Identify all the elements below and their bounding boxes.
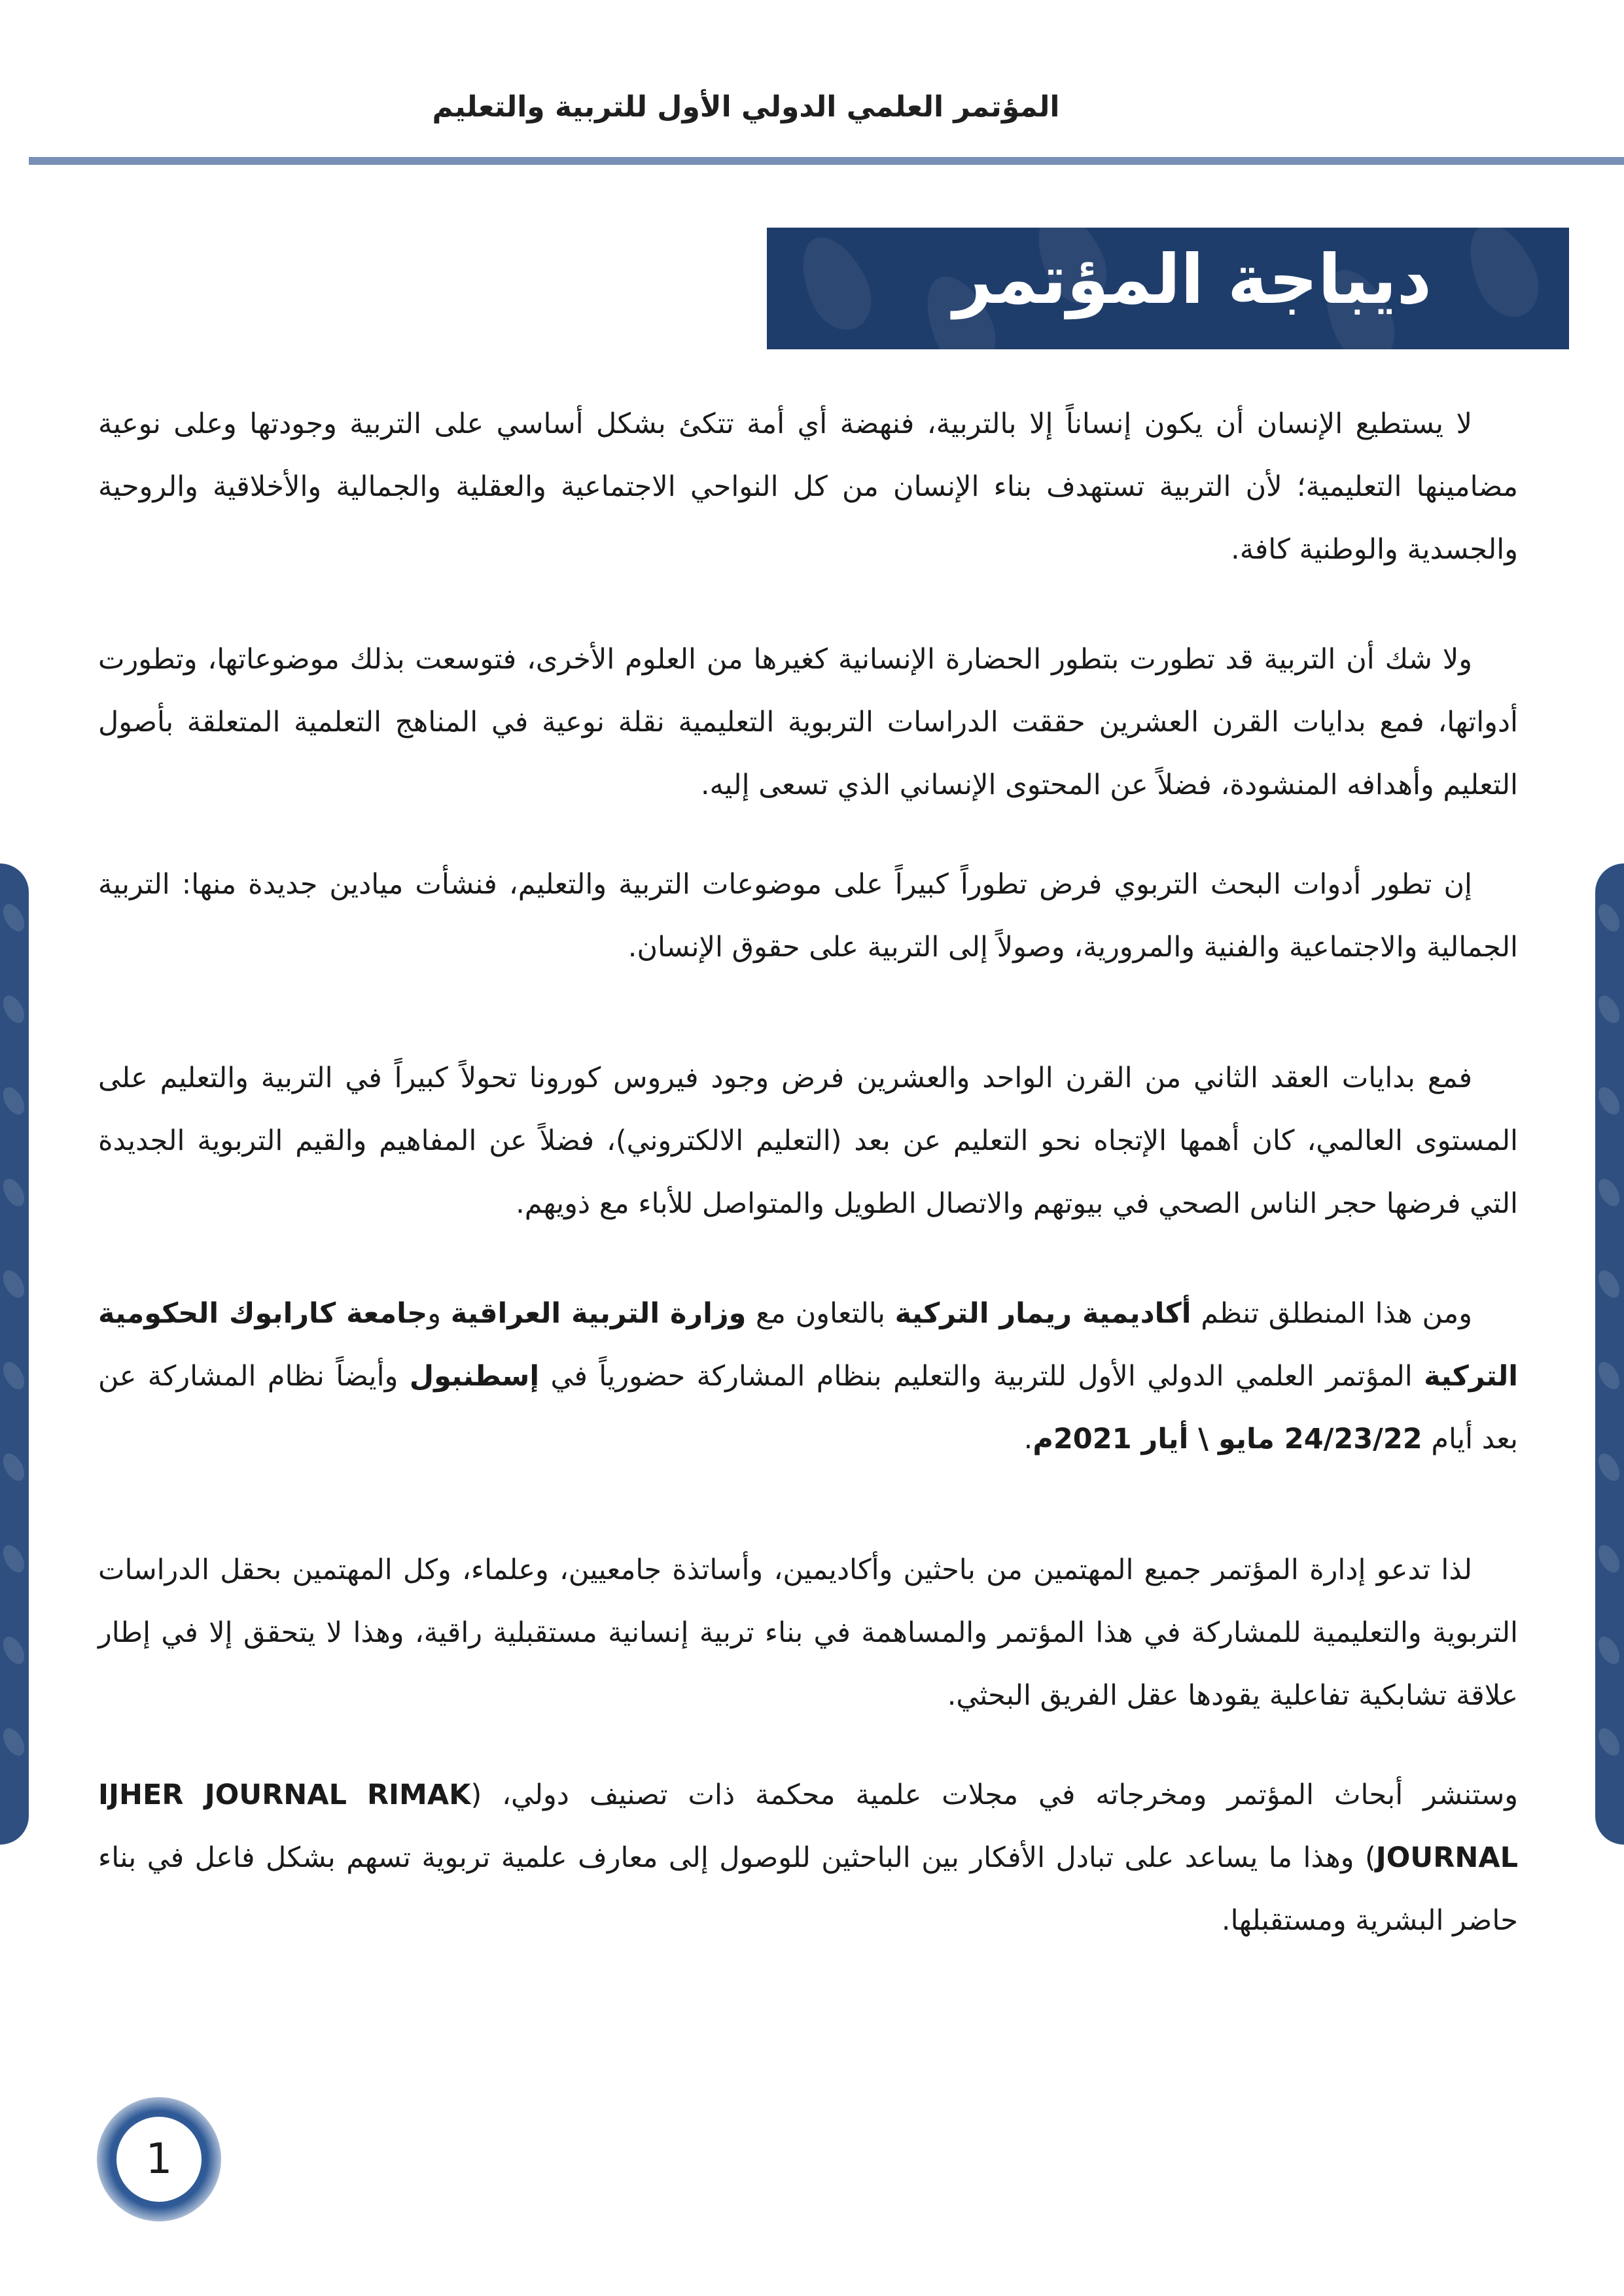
journal-name-ijher: IJHER JOURNAL [98,1779,347,1811]
text-run: وستنشر أبحاث المؤتمر ومخرجاته في مجلات علمية محكمة ذات تصنيف دولي، ( [470,1779,1518,1811]
page-title: ديباجة المؤتمر [953,239,1432,319]
text-run: وأيضاً نظام المشاركة عن بعد أيام [98,1360,1518,1455]
left-decorative-band [0,863,29,1845]
text-run: ومن هذا المنطلق تنظم [1191,1297,1472,1330]
journal-name-rimak: RIMAK JOURNAL [366,1779,1518,1874]
page-number-badge [97,2097,221,2221]
conference-dates: 24/23/22 مايو \ أيار 2021م [1033,1423,1422,1455]
page-number: 1 [116,2117,202,2202]
text-run [347,1779,367,1811]
partner-university: جامعة كارابوك الحكومية التركية [98,1297,1518,1393]
text-run: بالتعاون مع [746,1297,895,1330]
organizer-name: أكاديمية ريمار التركية [894,1297,1192,1330]
text-run: ) وهذا ما يساعد على تبادل الأفكار بين الباحثين للوصول إلى معارف علمية تربوية تسهم بشكل فاعل في بناء حاضر البشرية ومستقبلها. [98,1841,1518,1937]
leaf-decoration [788,228,883,340]
paragraph-7 [98,1764,1518,1952]
text-run: و [427,1297,451,1330]
header-rule [29,157,1624,165]
paragraph-3: إن تطور أدوات البحث التربوي فرض تطوراً كبيراً على موضوعات التربية والتعليم، فنشأت ميادين جديدة منها: التربية الجمالية والاجتماعية والفنية والمرورية، وصولاً إلى التربية على حقوق الإنسان. [98,868,1518,964]
title-banner [767,228,1569,349]
text-run: المؤتمر العلمي الدولي الأول للتربية والتعليم بنظام المشاركة حضورياً في [539,1360,1424,1393]
paragraph-1: لا يستطيع الإنسان أن يكون إنساناً إلا بالتربية، فنهضة أي أمة تتكئ بشكل أساسي على التربية وجودتها وعلى نوعية مضامينها التعليمية؛ لأن التربية تستهدف بناء الإنسان من كل النواحي الاجتماعية والعقلية والجمالية والأخلاقية والروحية والجسدية والوطنية كافة. [98,408,1518,566]
running-header: المؤتمر العلمي الدولي الأول للتربية والتعليم [432,90,1060,124]
leaf-decoration [1456,228,1551,327]
paragraph-6: لذا تدعو إدارة المؤتمر جميع المهتمين من باحثين وأكاديمين، وأساتذة جامعيين، وعلماء، وكل المهتمين بحقل الدراسات التربوية والتعليمية للمشاركة في هذا المؤتمر والمساهمة في بناء تربية إنسانية مستقبلية راقية، وهذا لا يتحقق إلا في إطار علاقة تشابكية تفاعلية يقودها عقل الفريق البحثي. [98,1554,1518,1712]
partner-ministry: وزارة التربية العراقية [450,1297,747,1330]
preamble-body [98,392,1518,1952]
right-decorative-band [1595,863,1624,1845]
paragraph-2: ولا شك أن التربية قد تطورت بتطور الحضارة الإنسانية كغيرها من العلوم الأخرى، فتوسعت بذلك موضوعاتها، وتطورت أدواتها، فمع بدايات القرن العشرين حققت الدراسات التربوية التعليمية نقلة نوعية في المناهج التعلمية المتعلقة بأصول التعليم وأهدافه المنشودة، فضلاً عن المحتوى الإنساني الذي تسعى إليه. [98,643,1518,801]
venue-city: إسطنبول [409,1360,540,1393]
paragraph-4: فمع بدايات العقد الثاني من القرن الواحد والعشرين فرض وجود فيروس كورونا تحولاً كبيراً في التربية والتعليم على المستوى العالمي، كان أهمها الإتجاه نحو التعليم عن بعد (التعليم الالكتروني)، فضلاً عن المفاهيم والقيم التربوية الجديدة التي فرضها حجر الناس الصحي في بيوتهم والاتصال الطويل والمتواصل للأباء مع ذويهم. [98,1062,1518,1220]
paragraph-5 [98,1282,1518,1470]
text-run: . [1023,1423,1033,1455]
